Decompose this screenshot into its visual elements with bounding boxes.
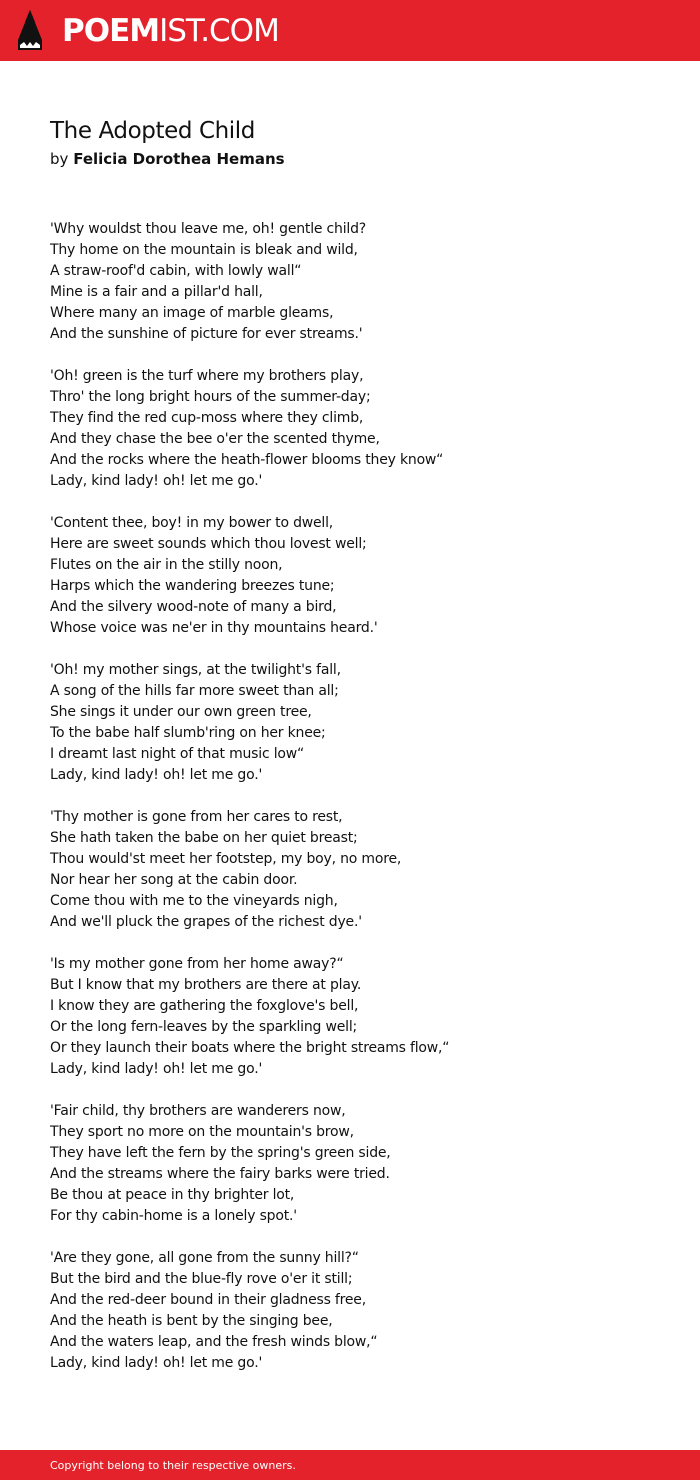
poem-line: I know they are gathering the foxglove's bell,	[50, 998, 359, 1014]
poem-line: 'Fair child, thy brothers are wanderers now,	[50, 1103, 346, 1119]
site-logo-text[interactable]	[62, 11, 279, 51]
poem-stanza	[50, 807, 670, 933]
poem-line: A straw-roof'd cabin, with lowly wall“	[50, 263, 302, 279]
poem-line: They find the red cup-moss where they climb,	[50, 410, 364, 426]
poem-line: And the waters leap, and the fresh winds blow,“	[50, 1334, 378, 1350]
poem-line: Lady, kind lady! oh! let me go.'	[50, 473, 263, 489]
poem-line: And we'll pluck the grapes of the richest dye.'	[50, 914, 362, 930]
poem-stanza	[50, 513, 670, 639]
poem-line: But I know that my brothers are there at play.	[50, 977, 362, 993]
poem-line: Thro' the long bright hours of the summer-day;	[50, 389, 371, 405]
poem-line: To the babe half slumb'ring on her knee;	[50, 725, 326, 741]
pencil-icon[interactable]	[17, 9, 43, 51]
byline-prefix: by	[50, 150, 69, 168]
poem-line: Thy home on the mountain is bleak and wild,	[50, 242, 358, 258]
poem-body	[50, 219, 670, 1395]
poem-stanza	[50, 219, 670, 345]
poem-line: 'Why wouldst thou leave me, oh! gentle child?	[50, 221, 367, 237]
poem-line: They sport no more on the mountain's brow,	[50, 1124, 354, 1140]
poem-stanza	[50, 954, 670, 1080]
poem-line: Here are sweet sounds which thou lovest well;	[50, 536, 367, 552]
poem-line: 'Oh! my mother sings, at the twilight's fall,	[50, 662, 341, 678]
poem-line: Nor hear her song at the cabin door.	[50, 872, 298, 888]
poem-stanza	[50, 660, 670, 786]
poem-line: Or they launch their boats where the bright streams flow,“	[50, 1040, 450, 1056]
poem-line: Harps which the wandering breezes tune;	[50, 578, 335, 594]
poem-line: Come thou with me to the vineyards nigh,	[50, 893, 338, 909]
site-header	[0, 0, 700, 61]
poem-line: They have left the fern by the spring's green side,	[50, 1145, 391, 1161]
poem-line: 'Is my mother gone from her home away?“	[50, 956, 344, 972]
poem-author[interactable]: Felicia Dorothea Hemans	[73, 150, 285, 168]
poem-byline	[50, 149, 285, 169]
site-footer	[0, 1450, 700, 1480]
poem-line: And the red-deer bound in their gladness free,	[50, 1292, 366, 1308]
copyright-text: Copyright belong to their respective owners.	[50, 1459, 296, 1472]
poem-line: I dreamt last night of that music low“	[50, 746, 305, 762]
poem-stanza	[50, 1101, 670, 1227]
poem-line: A song of the hills far more sweet than all;	[50, 683, 339, 699]
brand-light: IST.COM	[159, 13, 279, 49]
poem-stanza	[50, 1248, 670, 1374]
poem-line: Lady, kind lady! oh! let me go.'	[50, 1355, 263, 1371]
poem-line: For thy cabin-home is a lonely spot.'	[50, 1208, 297, 1224]
poem-title: The Adopted Child	[50, 118, 255, 144]
poem-line: Be thou at peace in thy brighter lot,	[50, 1187, 295, 1203]
poem-line: And the silvery wood-note of many a bird,	[50, 599, 337, 615]
poem-line: And the heath is bent by the singing bee,	[50, 1313, 333, 1329]
poem-line: Thou would'st meet her footstep, my boy, no more,	[50, 851, 402, 867]
poem-line: Flutes on the air in the stilly noon,	[50, 557, 283, 573]
poem-line: And they chase the bee o'er the scented thyme,	[50, 431, 380, 447]
poem-line: Lady, kind lady! oh! let me go.'	[50, 1061, 263, 1077]
poem-line: And the sunshine of picture for ever streams.'	[50, 326, 363, 342]
poem-line: And the streams where the fairy barks were tried.	[50, 1166, 390, 1182]
poem-line: Whose voice was ne'er in thy mountains heard.'	[50, 620, 378, 636]
poem-line: She sings it under our own green tree,	[50, 704, 312, 720]
poem-line: And the rocks where the heath-flower blooms they know“	[50, 452, 444, 468]
poem-line: But the bird and the blue-fly rove o'er it still;	[50, 1271, 353, 1287]
brand-bold: POEM	[62, 13, 160, 49]
poem-line: Or the long fern-leaves by the sparkling well;	[50, 1019, 358, 1035]
poem-line: Mine is a fair and a pillar'd hall,	[50, 284, 263, 300]
poem-line: Lady, kind lady! oh! let me go.'	[50, 767, 263, 783]
poem-line: 'Thy mother is gone from her cares to rest,	[50, 809, 343, 825]
poem-line: Where many an image of marble gleams,	[50, 305, 334, 321]
poem-line: She hath taken the babe on her quiet breast;	[50, 830, 358, 846]
poem-line: 'Content thee, boy! in my bower to dwell,	[50, 515, 334, 531]
poem-line: 'Oh! green is the turf where my brothers play,	[50, 368, 364, 384]
poem-stanza	[50, 366, 670, 492]
poem-line: 'Are they gone, all gone from the sunny hill?“	[50, 1250, 359, 1266]
